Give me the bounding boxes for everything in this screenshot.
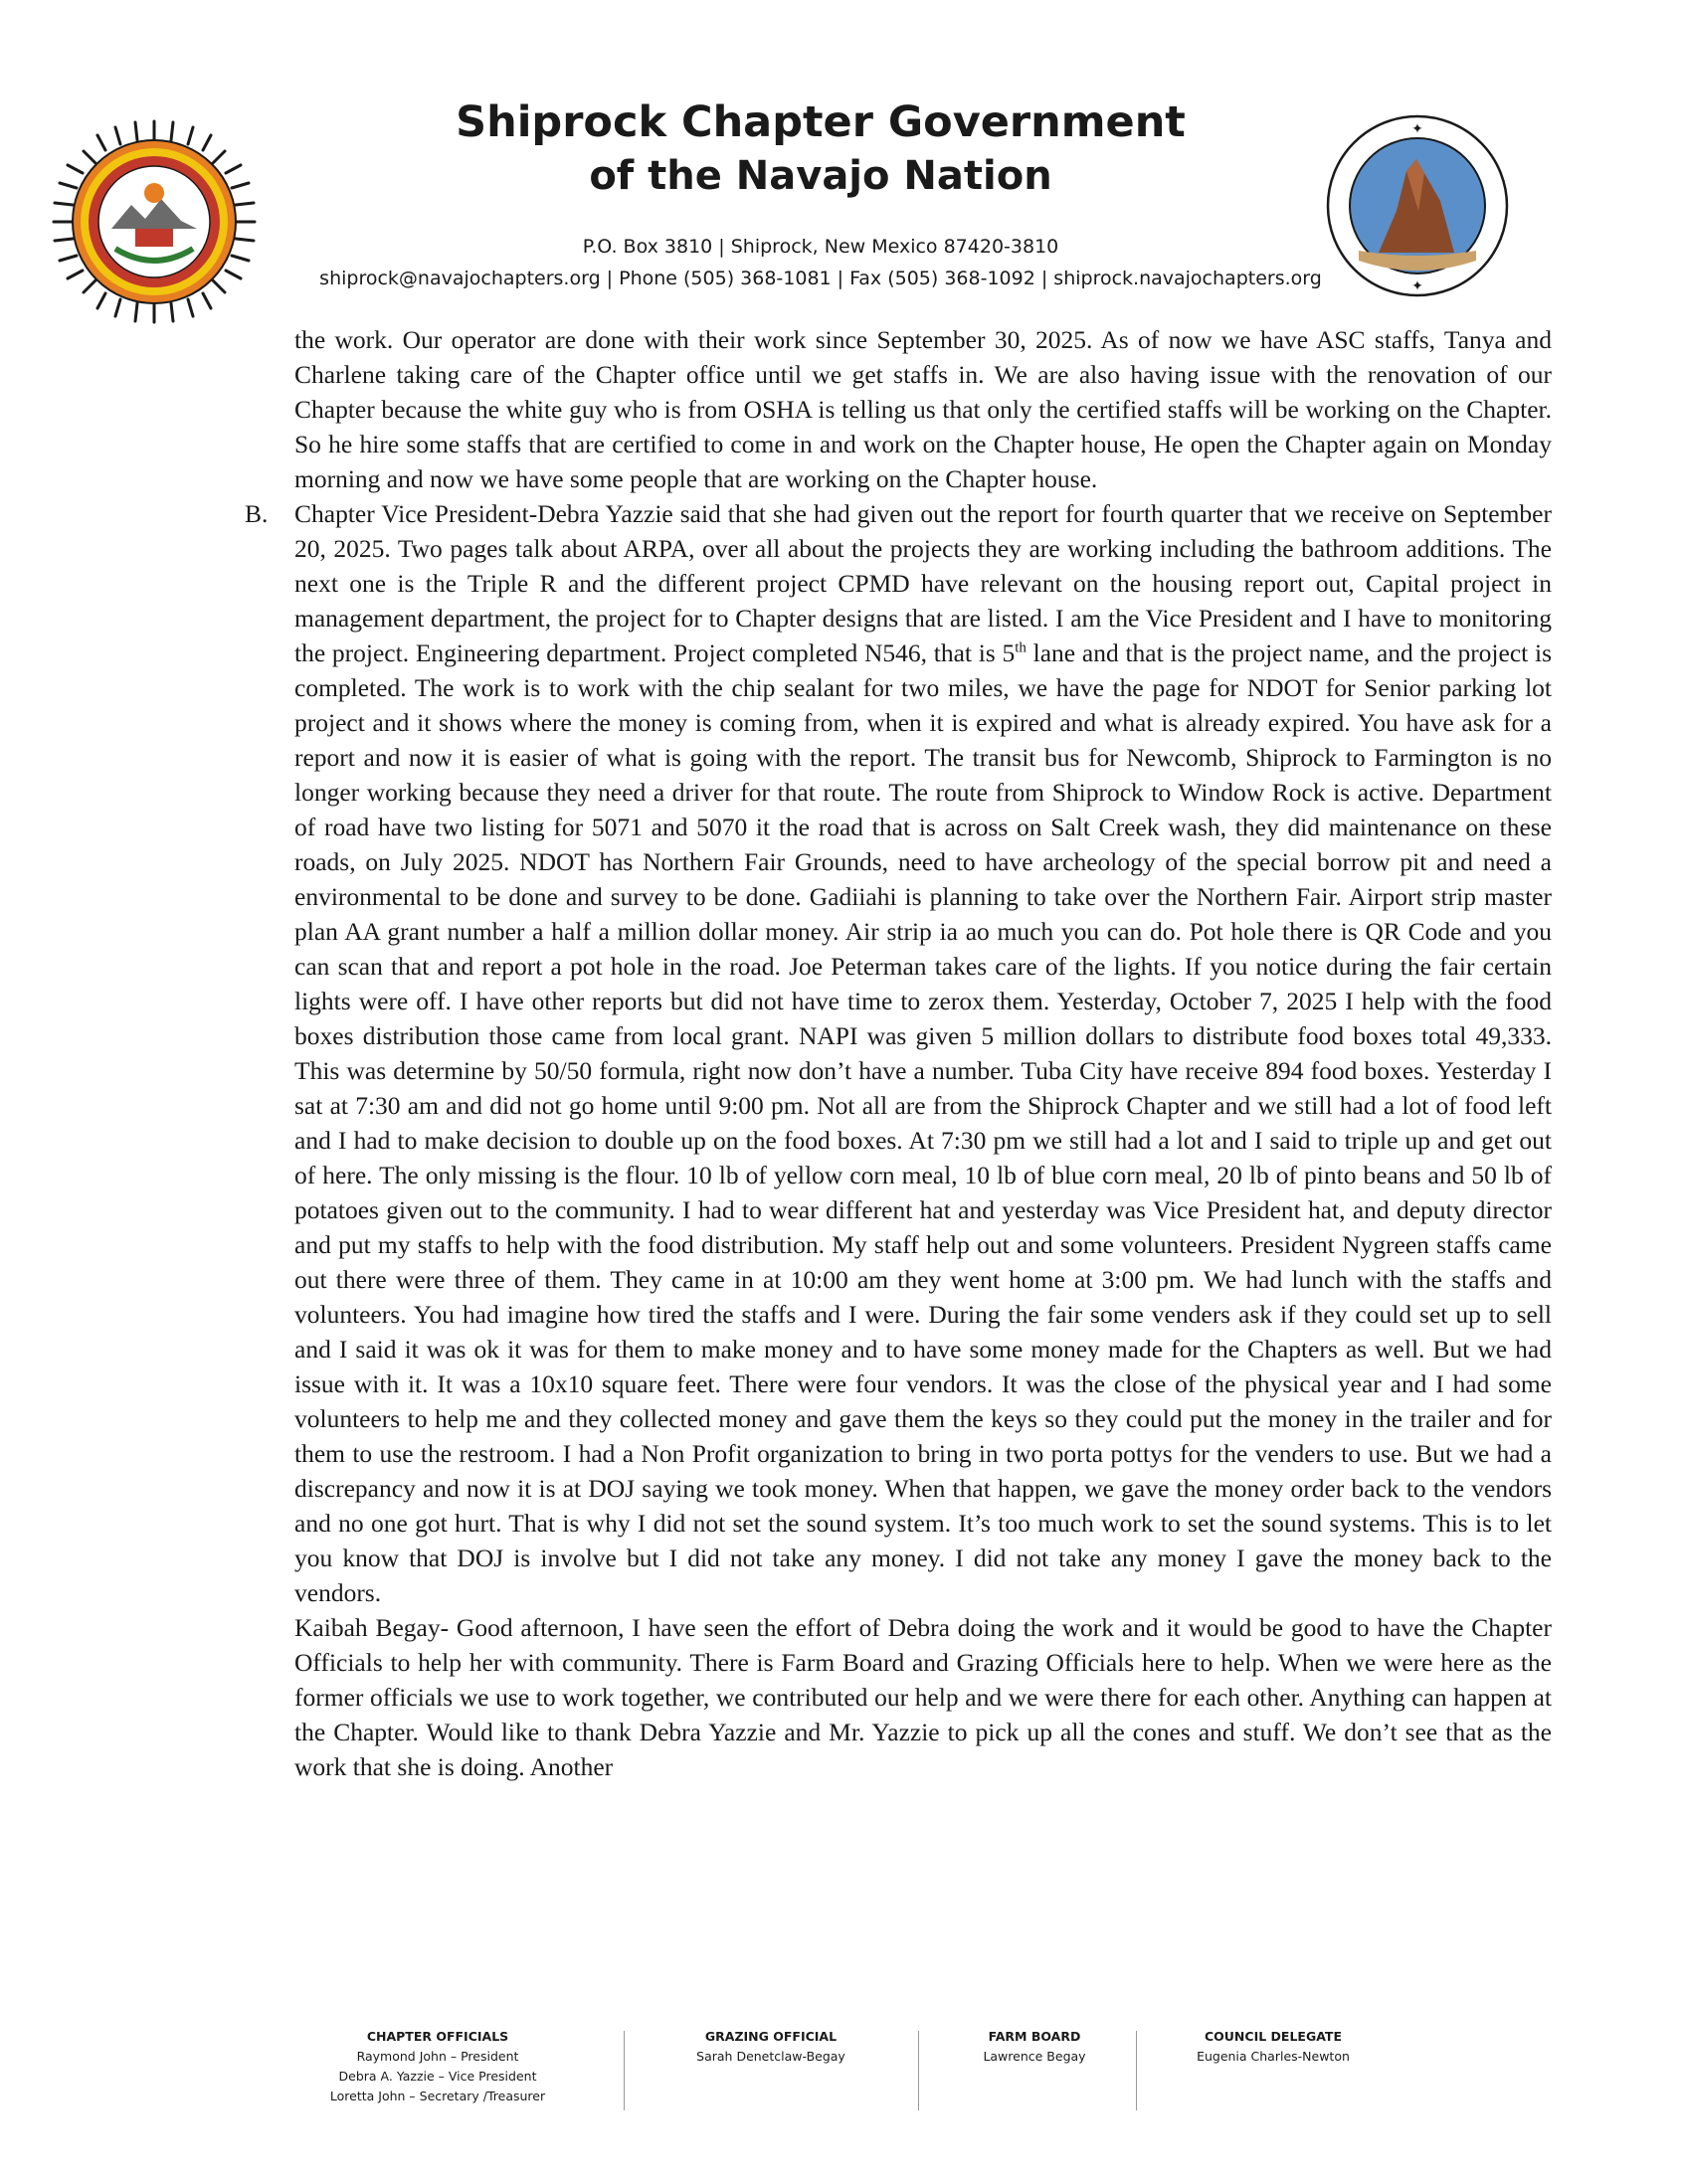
svg-text:✦: ✦ <box>1411 121 1423 137</box>
kaibah-begay-comment: Kaibah Begay- Good afternoon, I have seen the effort of Debra doing the work and it would be good to have the Chapter Officials to help her with community. There is Farm Board and Grazing Officials here to help. When we were here as the former officials we use to work together, we contributed our help and we were there for each other. Anything can happen at the Chapter. Would like to thank Debra Yazzie and Mr. Yazzie to pick up all the cones and stuff. We don’t see that as the work that she is doing. Another <box>294 1613 1552 1781</box>
footer-heading: GRAZING OFFICIAL <box>704 2029 838 2044</box>
official-name: Lawrence Begay <box>983 2049 1086 2064</box>
continued-paragraph: the work. Our operator are done with their work since September 30, 2025. As of now we have ASC staffs, Tanya and Charlene taking care of the Chapter office until we get staffs in. We are also having issue with the renovation of our Chapter because the white guy who is from OSHA is telling us that only the certified staffs will be working on the Chapter. So he hire some staffs that are certified to come in and work on the Chapter house, He open the Chapter again on Monday morning and now we have some people that are working on the Chapter house. <box>294 325 1552 493</box>
footer-officials <box>288 2027 1402 2136</box>
footer-grazing-official <box>632 2027 910 2067</box>
footer-chapter-officials <box>288 2027 587 2106</box>
official-name: Raymond John – President <box>356 2049 519 2064</box>
svg-text:✦: ✦ <box>1411 278 1423 294</box>
footer-heading: FARM BOARD <box>988 2029 1081 2044</box>
official-name: Debra A. Yazzie – Vice President <box>338 2069 537 2084</box>
footer-heading: COUNCIL DELEGATE <box>1204 2029 1342 2044</box>
great-seal-of-the-navajo-nation-icon <box>50 117 259 326</box>
letterhead-subtitle: of the Navajo Nation <box>589 153 1052 199</box>
item-b <box>245 496 1552 1610</box>
item-b-text <box>294 496 1552 1610</box>
letterhead-title: Shiprock Chapter Government <box>456 97 1186 147</box>
official-name: Loretta John – Secretary /Treasurer <box>329 2089 546 2103</box>
minutes-body <box>245 322 1552 1784</box>
official-name: Eugenia Charles-Newton <box>1197 2049 1350 2064</box>
item-b-label: B. <box>245 499 269 528</box>
letterhead-address: P.O. Box 3810 | Shiprock, New Mexico 87420-3810 <box>582 236 1059 258</box>
letterhead-contact: shiprock@navajochapters.org | Phone (505) 368-1081 | Fax (505) 368-1092 | shiprock.navajochapters.org <box>319 268 1322 289</box>
footer-council-delegate <box>1154 2027 1393 2067</box>
official-name: Sarah Denetclaw-Begay <box>696 2049 845 2064</box>
footer-farm-board <box>925 2027 1144 2067</box>
shiprock-chapter-seal-icon <box>1323 111 1512 300</box>
item-b-text-part1: Chapter Vice President-Debra Yazzie said that she had given out the report for fourth quarter that we receive on September 20, 2025. Two pages talk about ARPA, over all about the projects they are working including the bathroom additions. The next one is the Triple R and the different project CPMD have relevant on the housing report out, Capital project in management department, the project for to Chapter designs that are listed. I am the Vice President and I have to monitoring the project. Engineering department. Project completed N546, that is 5 <box>294 499 1552 667</box>
footer-heading: CHAPTER OFFICIALS <box>366 2029 509 2044</box>
item-b-text-part2: lane and that is the project name, and the project is completed. The work is to work with the chip sealant for two miles, we have the page for NDOT for Senior parking lot project and it shows where the money is coming from, when it is expired and what is already expired. You have ask for a report and now it is easier of what is going with the report. The transit bus for Newcomb, Shiprock to Farmington is no longer working because they need a driver for that route. The route from Shiprock to Window Rock is active. Department of road have two listing for 5071 and 5070 it the road that is across on Salt Creek wash, they did maintenance on these roads, on July 2025. NDOT has Northern Fair Grounds, need to have archeology of the special borrow pit and need a environmental to be done and survey to be done. Gadiiahi is planning to take over the Northern Fair. Airport strip master plan AA grant number a half a million dollar money. Air strip ia ao much you can do. Pot hole there is QR Code and you can scan that and report a pot hole in the road. Joe Peterman takes care of the lights. If you notice during the fair certain lights were off. I have other reports but did not have time to zerox them. Yesterday, October 7, 2025 I help with the food boxes distribution those came from local grant. NAPI was given 5 million dollars to distribute food boxes total 49,333. This was determine by 50/50 formula, right now don’t have a number. Tuba City have receive 894 food boxes. Yesterday I sat at 7:30 am and did not go home until 9:00 pm. Not all are from the Shiprock Chapter and we still had a lot of food left and I had to make decision to double up on the food boxes. At 7:30 pm we still had a lot and I said to triple up and get out of here. The only missing is the flour. 10 lb of yellow corn meal, 10 lb of blue corn meal, 20 lb of pinto beans and 50 lb of potatoes given out to the community. I had to wear different hat and yesterday was Vice President hat, and deputy director and put my staffs to help with the food distribution. My staff help out and some volunteers. President Nygreen staffs came out there were three of them. They came in at 10:00 am they went home at 3:00 pm. We had lunch with the staffs and volunteers. You had imagine how tired the staffs and I were. During the fair some venders ask if they could set up to sell and I said it was ok it was for them to make money and to have some money made for the Chapters as well. But we had issue with it. It was a 10x10 square feet. There were four vendors. It was the close of the physical year and I had some volunteers to help me and they collected money and gave them the keys so they could put the money in the trailer and for them to use the restroom. I had a Non Profit organization to bring in two porta pottys for the venders to use. But we had a discrepancy and now it is at DOJ saying we took money. When that happen, we gave the money order back to the vendors and no one got hurt. That is why I did not set the sound system. It’s too much work to set the sound systems. This is to let you know that DOJ is involve but I did not take any money. I did not take any money I gave the money back to the vendors. <box>294 638 1552 1607</box>
item-b-superscript: th <box>1015 639 1027 656</box>
